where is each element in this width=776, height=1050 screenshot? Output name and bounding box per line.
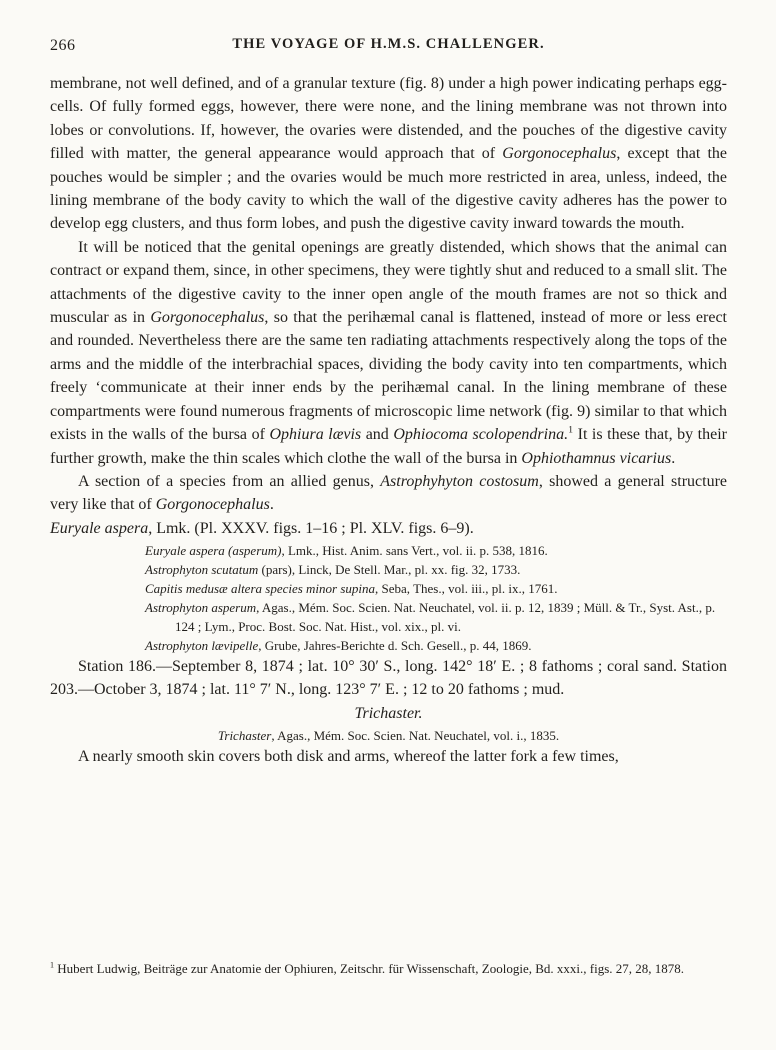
genus-citation: Trichaster, Agas., Mém. Soc. Scien. Nat. Neuchatel, vol. i., 1835. xyxy=(217,727,560,743)
running-title: THE VOYAGE OF H.M.S. CHALLENGER. xyxy=(232,36,545,52)
paragraph-continuation: membrane, not well defined, and of a granular texture (fig. 8) under a high power indicating perhaps egg-cells. Of fully formed eggs, however, there were none, and the lining membrane was not thrown into lobes or convolutions. If, however, the ovaries were distended, and the pouches of the digestive cavity filled with matter, the general appearance would approach that of Gorgonocephalus, except that the pouches would be simpler ; and the ovaries would be much more restricted in area, unless, indeed, the lining membrane of the body cavity to which the wall of the digestive cavity adheres has the power to develop egg clusters, and thus form lobes, and push the digestive cavity inward towards the mouth. xyxy=(50,75,728,233)
synonymy-entry: Capitis medusæ altera species minor supina, Seba, Thes., vol. iii., pl. ix., 1761. xyxy=(145,580,558,596)
synonymy-entry: Euryale aspera (asperum), Lmk., Hist. Anim. sans Vert., vol. ii. p. 538, 1816. xyxy=(145,542,548,558)
page-number: 266 xyxy=(50,37,76,54)
stations-paragraph: Station 186.—September 8, 1874 ; lat. 10° 30′ S., long. 142° 18′ E. ; 8 fathoms ; coral sand. Station 203.—October 3, 1874 ; lat. 11° 7′ N., long. 123° 7′ E. ; 12 to 20 fathoms ; mud. xyxy=(50,657,727,699)
synonymy-list xyxy=(145,541,727,655)
synonymy-entry: Astrophyton lævipelle, Grube, Jahres-Berichte d. Sch. Gesell., p. 44, 1869. xyxy=(145,637,532,653)
paragraph: A section of a species from an allied genus, Astrophyhyton costosum, showed a general structure very like that of Gorgonocephalus. xyxy=(50,472,728,514)
paragraph: A nearly smooth skin covers both disk and arms, whereof the latter fork a few times, xyxy=(78,747,619,765)
synonymy-entry: Astrophyton asperum, Agas., Mém. Soc. Scien. Nat. Neuchatel, vol. ii. p. 12, 1839 ; Müll. & Tr., Syst. Ast., p. 124 ; Lym., Proc. Bost. Soc. Nat. Hist., vol. xix., pl. vi. xyxy=(145,599,716,634)
body-text xyxy=(50,72,727,768)
synonymy-entry: Astrophyton scutatum (pars), Linck, De Stell. Mar., pl. xx. fig. 32, 1733. xyxy=(145,561,521,577)
page-header xyxy=(50,36,727,58)
species-heading: Euryale aspera, Lmk. (Pl. XXXV. figs. 1–16 ; Pl. XLV. figs. 6–9). xyxy=(50,519,474,537)
footnote: $^1$ Hubert Ludwig, Beiträge zur Anatomie der Ophiuren, Zeitschr. für Wissenschaft, Zoologie, Bd. xxxi., figs. 27, 28, 1878. xyxy=(50,960,685,976)
genus-heading: Trichaster. xyxy=(354,704,423,722)
paragraph: It will be noticed that the genital openings are greatly distended, which shows that the animal can contract or expand them, since, in other specimens, they were tightly shut and reduced to a small slit. The attachments of the digestive cavity to the inner open angle of the mouth frames are not so thick and muscular as in Gorgonocephalus, so that the perihæmal canal is flattened, instead of more or less erect and rounded. Nevertheless there are the same ten radiating attachments respectively along the tops of the arms and the middle of the interbrachial spaces, dividing the body cavity into ten compartments, which freely ‘communicate at their inner ends by the perihæmal canal. In the lining membrane of these compartments were found numerous fragments of microscopic lime network (fig. 9) similar to that which exists in the walls of the bursa of Ophiura lævis and Ophiocoma scolopendrina.$^1$ It is these that, by their further growth, make the thin scales which clothe the wall of the bursa in Ophiothamnus vicarius. xyxy=(50,238,728,467)
